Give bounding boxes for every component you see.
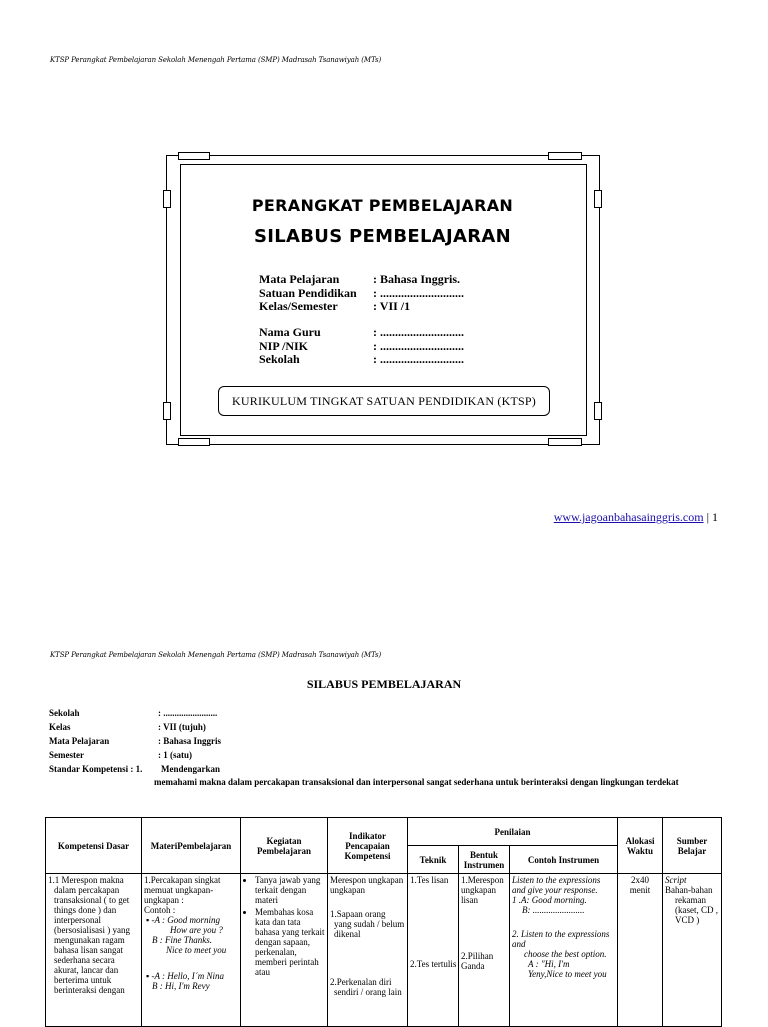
- sumber-line: Bahan-bahan rekaman (kaset, CD , VCD ): [665, 885, 718, 925]
- materi-line: B : Fine Thanks.: [152, 935, 212, 945]
- info-row: [259, 300, 559, 312]
- meta-label: Mata Pelajaran: [49, 736, 110, 746]
- header-bentuk: Bentuk Instrumen: [459, 846, 510, 874]
- header-indikator: Indikator Pencapaian Kompetensi: [328, 818, 408, 874]
- contoh-line: 1 .A: Good morning.: [512, 895, 587, 905]
- teknik-item: 1.Tes lisan: [410, 875, 449, 885]
- meta-value: : VII (tujuh): [158, 722, 206, 732]
- page-footer: [554, 510, 718, 525]
- frame-tick: [163, 402, 171, 420]
- info-value: : ............................: [373, 352, 464, 366]
- meta-row: [49, 706, 449, 720]
- header-penilaian: Penilaian: [408, 818, 618, 846]
- meta-value: Mendengarkan: [161, 764, 221, 774]
- info-label: NIP /NIK: [259, 339, 309, 353]
- cell-sumber: [663, 874, 722, 1027]
- materi-contoh: Contoh :: [144, 905, 176, 915]
- info-value: : Bahasa Inggris.: [373, 272, 461, 286]
- bentuk-item: 2.Pilihan Ganda: [461, 951, 494, 971]
- cover-title: PERANGKAT PEMBELAJARAN: [251, 196, 514, 215]
- frame-tick: [163, 190, 171, 208]
- meta-row: [49, 762, 449, 776]
- meta-row: [49, 720, 449, 734]
- meta-label: Kelas: [49, 722, 71, 732]
- indikator-item: 2.Perkenalan diri sendiri / orang lain: [330, 977, 402, 997]
- meta-label: Semester: [49, 750, 84, 760]
- header-sumber: Sumber Belajar: [663, 818, 722, 874]
- website-link[interactable]: www.jagoanbahasainggris.com: [553, 510, 704, 524]
- kegiatan-item: • Membahas kosa kata dan tata bahasa yang terkait dengan sapaan, perkenalan, memberi perintah atau: [255, 907, 325, 977]
- header-kegiatan: Kegiatan Pembelajaran: [241, 818, 328, 874]
- contoh-line: A : "Hi, I'm: [528, 959, 570, 969]
- materi-line: B : Hi, I'm Revy: [152, 981, 210, 991]
- contoh-line: Listen to the expressions and give your response.: [512, 875, 601, 895]
- standar-kompetensi-text: memahami makna dalam percakapan transaksional dan interpersonal sangat sederhana untuk berinteraksi dengan lingkungan terdekat: [154, 777, 679, 787]
- cell-bentuk: [459, 874, 510, 1027]
- syllabus-table: [45, 817, 722, 1027]
- header-contoh: Contoh Instrumen: [510, 846, 618, 874]
- page-header: KTSP Perangkat Pembelajaran Sekolah Menengah Pertama (SMP) Madrasah Tsanawiyah (MTs): [50, 651, 382, 659]
- info-label: Mata Pelajaran: [259, 272, 340, 286]
- cell-contoh: [510, 874, 618, 1027]
- info-row: [259, 273, 559, 285]
- kegiatan-item: • Tanya jawab yang terkait dengan materi: [255, 875, 325, 905]
- cell-teknik: [408, 874, 459, 1027]
- materi-line: -A : Hello, I´m Nina: [151, 971, 225, 981]
- meta-value: : Bahasa Inggris: [158, 736, 222, 746]
- info-row: [259, 287, 559, 299]
- info-label: Kelas/Semester: [259, 299, 338, 313]
- contoh-line: 2. Listen to the expressions and: [512, 929, 610, 949]
- cover-subtitle: SILABUS PEMBELAJARAN: [254, 226, 511, 247]
- materi-line: How are you ?: [170, 925, 223, 935]
- frame-corner: [178, 438, 210, 446]
- meta-label: Sekolah: [49, 708, 80, 718]
- frame-corner: [548, 152, 582, 160]
- frame-corner: [178, 152, 210, 160]
- info-label: Satuan Pendidikan: [259, 286, 357, 300]
- meta-row: [49, 734, 449, 748]
- indikator-head: Merespon ungkapan ungkapan: [330, 875, 404, 895]
- info-row: [259, 326, 559, 338]
- cell-materi: 1.Percakapan singkat memuat ungkapan-ungkapan : Contoh : ▪ -A : Good morning How are you ? B : Fine Thanks. Nice to meet you ▪ -A : Hello, I´m Nina B : Hi, I'm Revy: [142, 874, 241, 1027]
- meta-label: Standar Kompetensi : 1.: [49, 764, 143, 774]
- meta-row: [49, 748, 449, 762]
- ktsp-box: KURIKULUM TINGKAT SATUAN PENDIDIKAN (KTSP): [218, 386, 550, 416]
- indikator-item: 1.Sapaan orang yang sudah / belum dikenal: [330, 909, 405, 939]
- info-label: Sekolah: [259, 352, 300, 366]
- info-row: [259, 353, 559, 365]
- info-value: : ............................: [373, 339, 464, 353]
- info-value: : ............................: [373, 325, 464, 339]
- header-alokasi: Alokasi Waktu: [618, 818, 663, 874]
- kd-text: 1.1 Merespon makna dalam percakapan transaksional ( to get things done ) dan interpersonal (bersosialisasi ) yang mengunakan ragam bahasa lisan sangat sederhana secara akurat, lancar dan berterima untuk berinteraksi dengan: [48, 875, 130, 995]
- frame-corner: [548, 438, 582, 446]
- frame-tick: [594, 190, 602, 208]
- cell-alokasi: [618, 874, 663, 1027]
- teknik-item: 2.Tes tertulis: [410, 959, 457, 969]
- contoh-line: choose the best option.: [524, 949, 607, 959]
- info-row: [259, 340, 559, 352]
- header-materi: MateriPembelajaran: [142, 818, 241, 874]
- cell-indikator: [328, 874, 408, 1027]
- contoh-line: Yeny,Nice to meet you: [528, 969, 607, 979]
- frame-tick: [594, 402, 602, 420]
- cell-kegiatan: [241, 874, 328, 1027]
- sumber-line: Script: [665, 875, 687, 885]
- page-header: KTSP Perangkat Pembelajaran Sekolah Menengah Pertama (SMP) Madrasah Tsanawiyah (MTs): [50, 56, 382, 64]
- header-teknik: Teknik: [408, 846, 459, 874]
- contoh-line: B: .......................: [522, 905, 585, 915]
- syllabus-title: SILABUS PEMBELAJARAN: [306, 677, 462, 691]
- cell-kompetensi-dasar: [46, 874, 142, 1027]
- meta-value: : ........................: [158, 708, 218, 718]
- bentuk-item: 1.Merespon ungkapan lisan: [461, 875, 504, 905]
- info-label: Nama Guru: [259, 325, 321, 339]
- header-kompetensi-dasar: Kompetensi Dasar: [46, 818, 142, 874]
- info-value: : VII /1: [373, 299, 411, 313]
- table-row: [46, 874, 722, 1027]
- page-number: | 1: [706, 510, 718, 524]
- alokasi-text: 2x40 menit: [629, 875, 651, 895]
- materi-intro: 1.Percakapan singkat memuat ungkapan-ungkapan :: [144, 875, 221, 905]
- materi-line: -A : Good morning: [151, 915, 221, 925]
- materi-line: Nice to meet you: [166, 945, 227, 955]
- info-value: : ............................: [373, 286, 464, 300]
- meta-value: : 1 (satu): [158, 750, 192, 760]
